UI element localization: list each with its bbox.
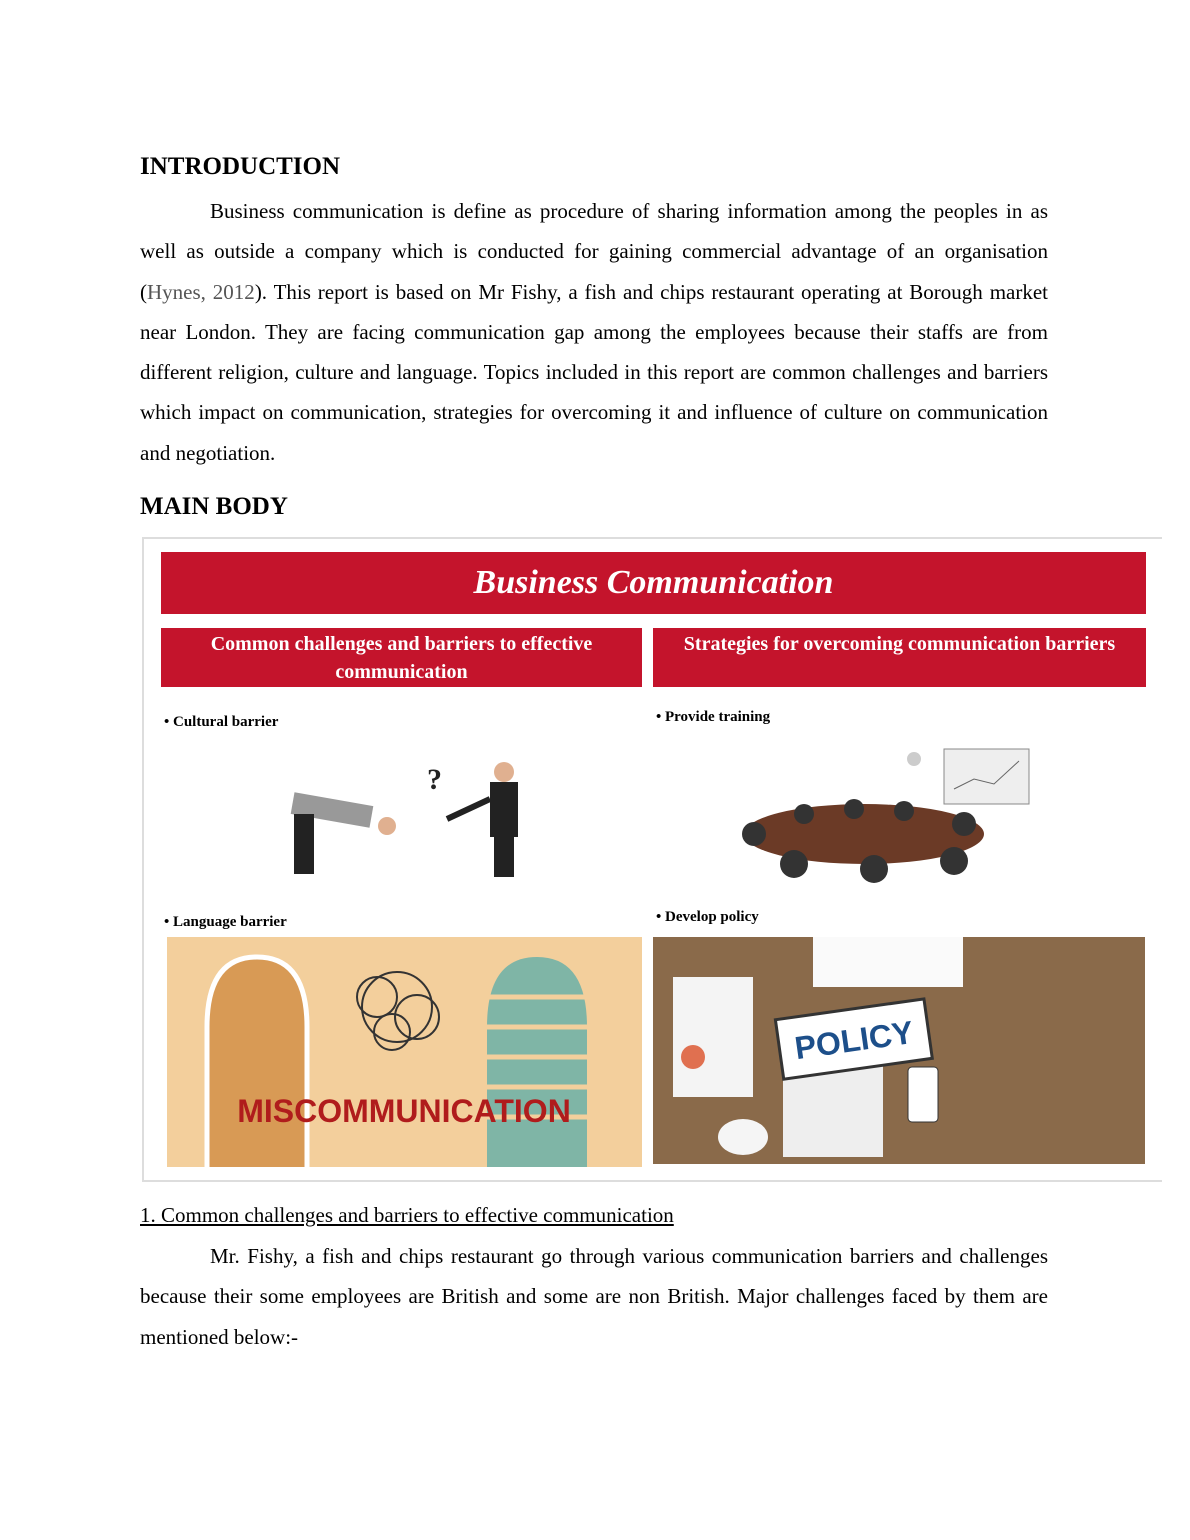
miscommunication-illustration xyxy=(167,937,642,1167)
main-body-heading: MAIN BODY xyxy=(140,493,288,520)
bullet-language-barrier: • Language barrier xyxy=(164,914,287,930)
bullet-develop-policy: • Develop policy xyxy=(656,909,759,925)
intro-heading: INTRODUCTION xyxy=(140,153,341,180)
training-illustration xyxy=(724,739,1054,894)
policy-text: POLICY xyxy=(792,1013,916,1067)
policy-illustration xyxy=(653,937,1145,1164)
right-column-header: Strategies for overcoming communication barriers xyxy=(653,628,1146,687)
intro-paragraph xyxy=(140,191,1048,473)
intro-text: Business communication is define as procedure of sharing information among the peoples in as well as outside a company which is conducted for gaining commercial advantage of an organisation ( xyxy=(140,199,1048,304)
citation: Hynes, 2012 xyxy=(147,279,255,304)
svg-text:?: ? xyxy=(427,763,442,796)
section-1-paragraph: Mr. Fishy, a fish and chips restaurant go through various communication barriers and challenges because their some employees are British and some are non British. Major challenges faced by them are mentioned below:- xyxy=(140,1244,1048,1349)
intro-text-cont: ). This report is based on Mr Fishy, a fish and chips restaurant operating at Borough market near London. They are facing communication gap among the employees because their staffs are from different religion, culture and language. Topics included in this report are common challenges and barriers which impact on communication, strategies for overcoming it and influence of culture on communication and negotiation. xyxy=(140,279,1048,465)
business-communication-poster xyxy=(142,537,1162,1182)
bullet-cultural-barrier: • Cultural barrier xyxy=(164,714,279,730)
cultural-barrier-illustration xyxy=(272,754,572,884)
left-column-header: Common challenges and barriers to effective communication xyxy=(161,628,642,687)
poster-title: Business Communication xyxy=(161,552,1146,614)
section-1-heading: 1. Common challenges and barriers to effective communication xyxy=(140,1203,674,1227)
miscommunication-text: MISCOMMUNICATION xyxy=(237,1093,571,1129)
bullet-provide-training: • Provide training xyxy=(656,709,771,725)
